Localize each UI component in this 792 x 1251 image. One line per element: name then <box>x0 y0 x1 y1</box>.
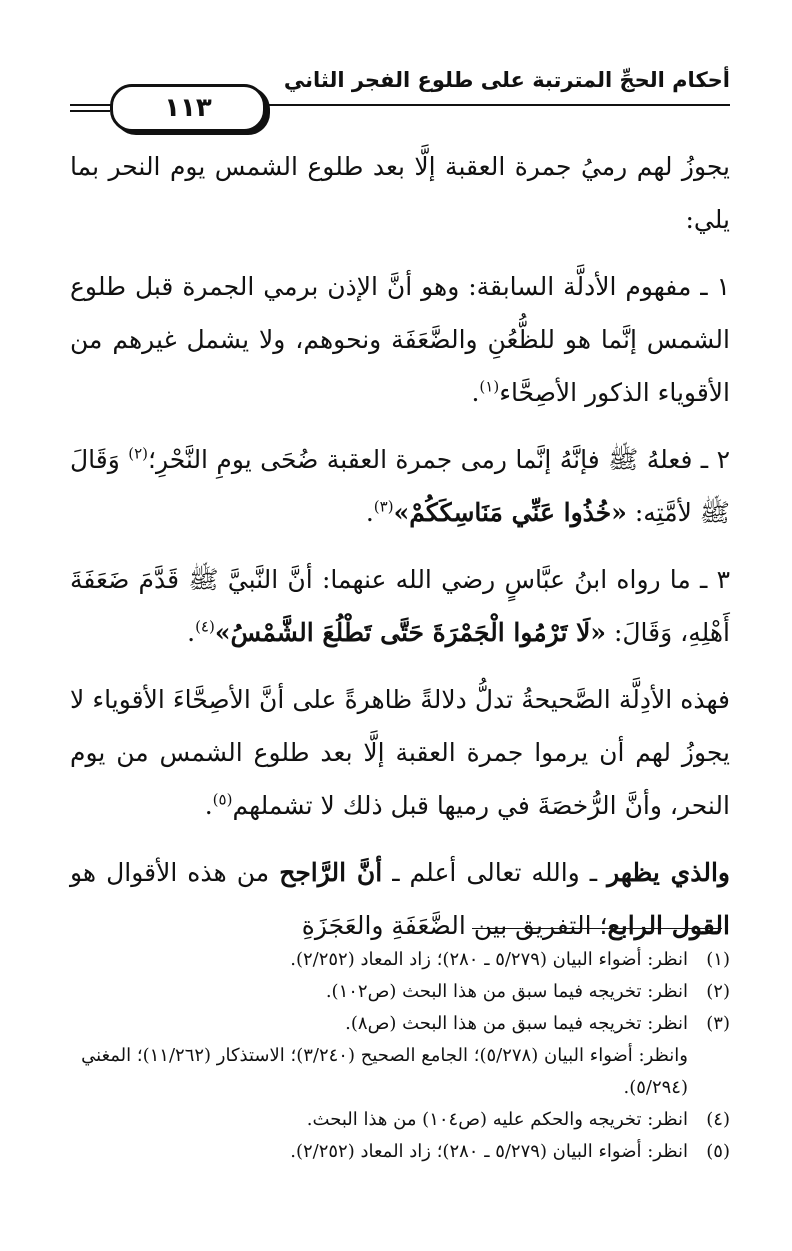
footnote-number: (٣) <box>706 1013 730 1034</box>
point-1-end: . <box>471 378 480 407</box>
footnote-number: (٢) <box>706 981 730 1002</box>
preponderant-key: أنَّ الرَّاجح <box>279 858 383 887</box>
footnote-item <box>70 1040 730 1104</box>
footnote-ref-3[interactable]: (٣) <box>373 497 394 516</box>
footnote-item <box>70 944 730 976</box>
paragraph-point-3 <box>70 553 730 659</box>
footnote-item <box>70 1136 730 1168</box>
footnote-text: انظر: تخريجه والحكم عليه (ص١٠٤) من هذا البحث. <box>306 1109 688 1130</box>
header-rule-left <box>70 110 110 112</box>
footnote-item <box>70 1008 730 1040</box>
footnote-text: انظر: أضواء البيان (٥/٢٧٩ ـ ٢٨٠)؛ زاد المعاد (٢/٢٥٢). <box>290 949 688 970</box>
hadith-quote-2: «لَا تَرْمُوا الْجَمْرَةَ حَتَّى تَطْلُعَ الشَّمْسُ» <box>214 618 606 647</box>
footnote-text: انظر: تخريجه فيما سبق من هذا البحث (ص١٠٢). <box>325 981 688 1002</box>
point-3-end: . <box>187 618 196 647</box>
footnote-text: انظر: أضواء البيان (٥/٢٧٩ ـ ٢٨٠)؛ زاد المعاد (٢/٢٥٢). <box>290 1141 688 1162</box>
footnote-ref-1[interactable]: (١) <box>479 377 500 396</box>
point-2-text: ٢ ـ فعلهُ ﷺ فإنَّهُ إنَّما رمى جمرة العقبة ضُحَى يومِ النَّحْرِ؛ <box>148 445 730 474</box>
footnote-number: (١) <box>706 949 730 970</box>
preponderant-mid: من هذه الأقوال هو <box>70 858 280 887</box>
paragraph-preponderant <box>70 846 730 952</box>
page-number: ١١٣ <box>164 93 212 123</box>
footnote-separator <box>472 928 722 929</box>
footnote-ref-2[interactable]: (٢) <box>128 444 149 463</box>
point-3-text: ٣ ـ ما رواه ابنُ عبَّاسٍ رضي الله عنهما: أنَّ النَّبيَّ ﷺ قَدَّمَ ضَعَفَةَ أَهْلِهِ، وَقَالَ: <box>70 565 730 647</box>
footnote-number: (٤) <box>706 1109 730 1130</box>
body-text <box>70 140 730 966</box>
footnote-ref-4[interactable]: (٤) <box>195 617 215 636</box>
paragraph-point-2 <box>70 433 730 539</box>
fourth-opinion: القول الرابع <box>607 911 730 940</box>
footnote-number: (٥) <box>706 1141 730 1162</box>
paragraph-conclusion <box>70 673 730 832</box>
footnote-text: وانظر: أضواء البيان (٥/٢٧٨)؛ الجامع الصحيح (٣/٢٤٠)؛ الاستذكار (١١/٢٦٢)؛ المغني (٥/٢٩٤). <box>81 1045 688 1098</box>
page-number-badge <box>110 84 266 132</box>
conclusion-text: فهذه الأدِلَّة الصَّحيحةُ تدلُّ دلالةً ظاهرةً على أنَّ الأصِحَّاءَ الأقوياء لا يجوزُ لهم أن يرموا جمرة العقبة إلَّا بعد طلوع الشمس من يوم النحر، وأنَّ الرُّخصَةَ في رميها قبل ذلك لا تشملهم <box>70 685 730 820</box>
paragraph-intro: يجوزُ لهم رميُ جمرة العقبة إلَّا بعد طلوع الشمس يوم النحر بما يلي: <box>70 152 730 234</box>
preponderant-end: ؛ التفريق بين الضَّعَفَةِ والعَجَزَةِ <box>301 911 608 940</box>
conclusion-end: . <box>204 791 213 820</box>
footnotes <box>70 944 730 1168</box>
point-2-mid: وَقَالَ ﷺ لأمَّتِه: <box>70 445 730 527</box>
point-1-text: ١ ـ مفهوم الأدلَّة السابقة: وهو أنَّ الإذن برمي الجمرة قبل طلوع الشمس إنَّما هو للظُّعُنِ والضَّعَفَة ونحوهم، ولا يشمل غيرهم من الأقوياء الذكور الأصِحَّاء <box>70 272 730 407</box>
footnote-ref-5[interactable]: (٥) <box>212 790 233 809</box>
preponderant-aside: ـ والله تعالى أعلم ـ <box>382 858 608 887</box>
running-title: أحكام الحجِّ المترتبة على طلوع الفجر الثاني <box>283 68 730 92</box>
footnote-text: انظر: تخريجه فيما سبق من هذا البحث (ص٨). <box>345 1013 688 1034</box>
page-header <box>70 60 730 130</box>
footnote-item <box>70 1104 730 1136</box>
hadith-quote-1: «خُذُوا عَنِّي مَنَاسِكَكُمْ» <box>393 498 627 527</box>
point-2-end: . <box>365 498 374 527</box>
preponderant-lead: والذي يظهر <box>607 858 730 887</box>
footnote-item <box>70 976 730 1008</box>
paragraph-point-1 <box>70 260 730 419</box>
